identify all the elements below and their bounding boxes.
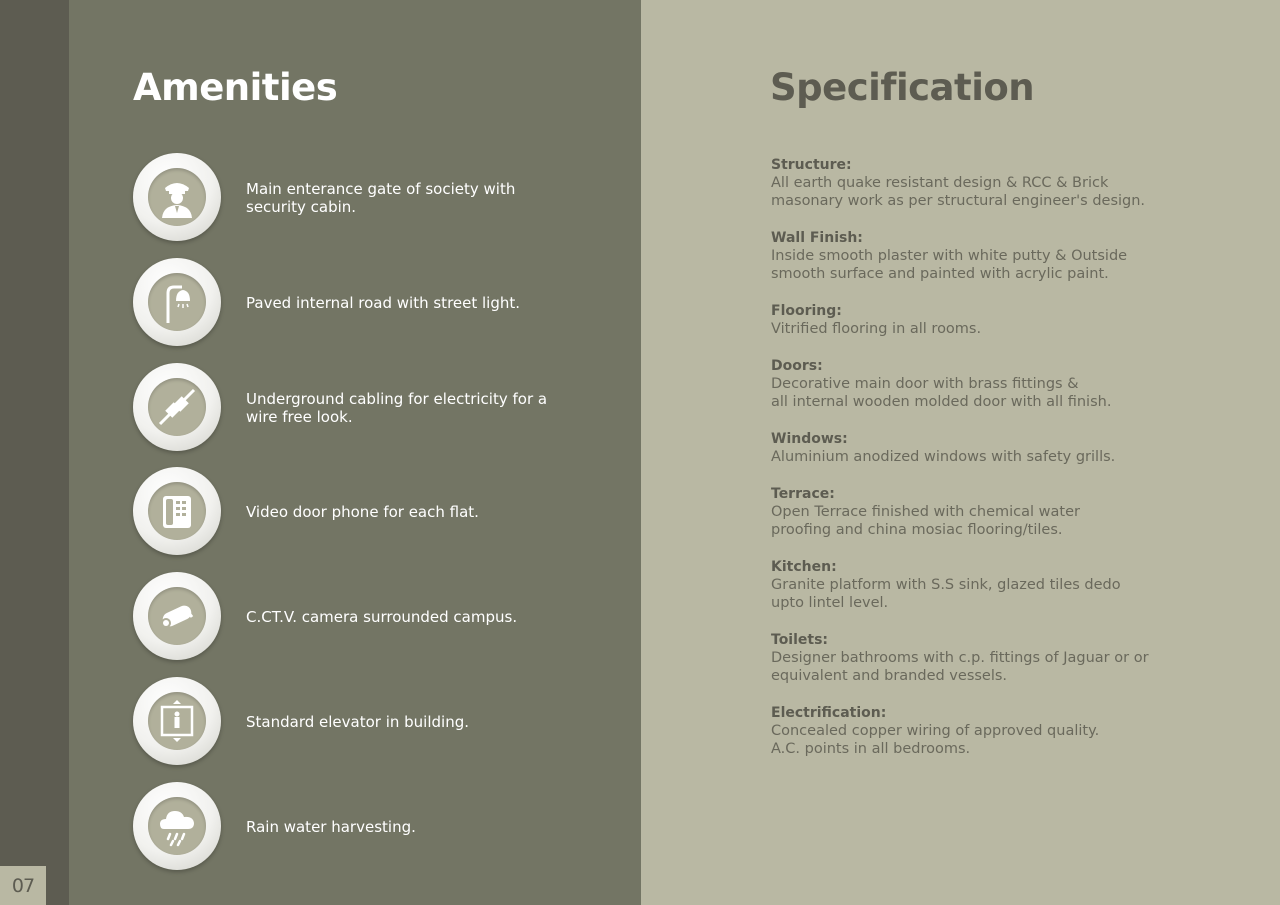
cable-plug-icon [148,378,206,436]
amenity-item-rain-harvesting [133,782,603,872]
spec-body: Concealed copper wiring of approved quality. A.C. points in all bedrooms. [771,723,1100,757]
elevator-icon [148,692,206,750]
spec-item-electrification [771,704,1191,758]
spec-heading: Windows: [771,431,848,447]
spec-item-flooring [771,302,1191,338]
amenity-badge [133,258,221,346]
amenity-text: Paved internal road with street light. [246,294,521,312]
amenity-badge [133,467,221,555]
page-number: 07 [0,866,46,905]
spec-body: All earth quake resistant design & RCC & Brick masonary work as per structural engineer's design. [771,175,1146,209]
amenity-text: Rain water harvesting. [246,818,416,836]
amenity-text: C.CT.V. camera surrounded campus. [246,608,518,626]
spec-item-wall-finish [771,229,1191,283]
amenity-badge [133,153,221,241]
spec-item-kitchen [771,558,1191,612]
spec-heading: Kitchen: [771,559,837,575]
spec-heading: Terrace: [771,486,835,502]
street-light-icon [148,273,206,331]
spec-item-doors [771,357,1191,411]
spec-body: Open Terrace finished with chemical water proofing and china mosiac flooring/tiles. [771,504,1080,538]
spec-item-structure [771,156,1191,210]
spec-body: Decorative main door with brass fittings & all internal wooden molded door with all finish. [771,376,1112,410]
security-guard-icon [148,168,206,226]
amenity-item-security [133,153,603,243]
spec-item-toilets [771,631,1191,685]
spec-heading: Toilets: [771,632,829,648]
amenity-item-cctv [133,572,603,662]
spec-heading: Flooring: [771,303,842,319]
spec-item-windows [771,430,1191,466]
amenity-text: Standard elevator in building. [246,713,469,731]
amenity-item-door-phone [133,467,603,557]
spec-body: Vitrified flooring in all rooms. [771,321,982,337]
spec-heading: Doors: [771,358,823,374]
spec-heading: Electrification: [771,705,887,721]
amenity-badge [133,363,221,451]
amenity-badge [133,677,221,765]
door-phone-icon [148,482,206,540]
amenities-title: Amenities [133,66,338,109]
amenity-item-cabling [133,363,603,453]
amenity-badge [133,782,221,870]
amenity-text: Main enterance gate of society with security cabin. [246,180,516,216]
spec-heading: Wall Finish: [771,230,863,246]
spec-body: Granite platform with S.S sink, glazed tiles dedo upto lintel level. [771,577,1121,611]
spec-item-terrace [771,485,1191,539]
specification-title: Specification [770,66,1035,109]
cctv-camera-icon [148,587,206,645]
spec-body: Designer bathrooms with c.p. fittings of Jaguar or or equivalent and branded vessels. [771,650,1149,684]
spec-body: Inside smooth plaster with white putty & Outside smooth surface and painted with acrylic paint. [771,248,1128,282]
amenity-text: Underground cabling for electricity for a wire free look. [246,390,548,426]
amenity-item-elevator [133,677,603,767]
amenity-text: Video door phone for each flat. [246,503,479,521]
amenity-badge [133,572,221,660]
spec-heading: Structure: [771,157,852,173]
rain-cloud-icon [148,797,206,855]
side-strip [0,0,69,905]
amenity-item-road [133,258,603,348]
specification-list [771,156,1191,777]
spec-body: Aluminium anodized windows with safety grills. [771,449,1116,465]
